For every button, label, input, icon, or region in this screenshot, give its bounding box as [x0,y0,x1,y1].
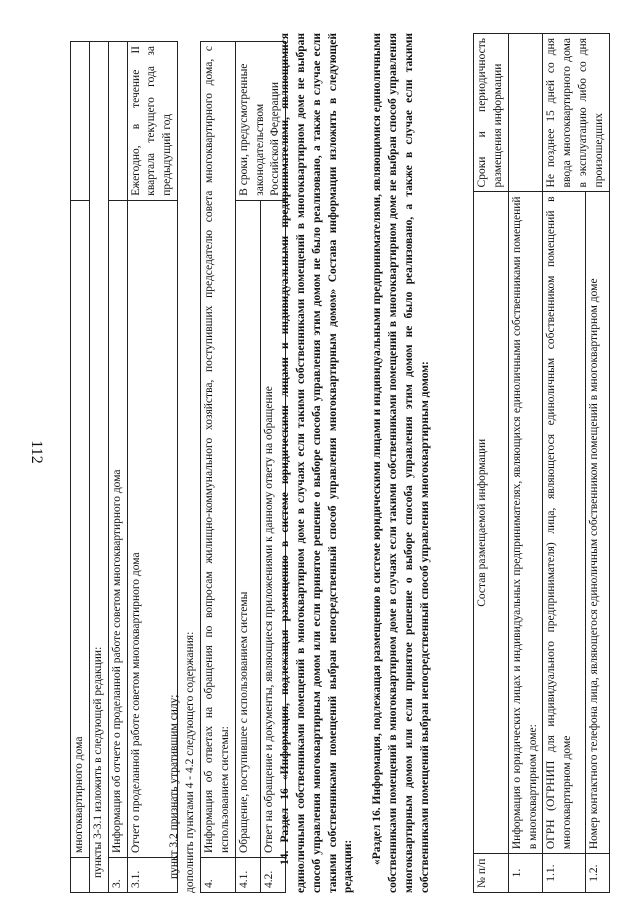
table-cell-term [108,42,127,201]
table-section-16 [473,33,610,893]
table-cell-num [71,858,90,893]
table-cell-info: Информация о юридических лицах и индивидуальных предпринимателях, являющихся единоличными собственниками помещений в многоквартирном доме: [508,192,543,854]
table-cell-info: Номер контактного телефона лица, являющегося единоличным собственником помещений в многоквартирном доме [586,192,609,854]
table-header-row [474,34,509,893]
table-row [508,34,543,893]
table-header-num: № п/п [474,854,509,893]
table-row [89,42,108,893]
table-cell-term [71,42,90,201]
table-cell-info: ОГРН (ОГРНИП для индивидуального предпринимателя) лица, являющегося единоличным собственником помещений в многоквартирном доме [543,192,586,854]
table-cell-num: 4. [201,858,236,893]
table-cell-info: Ответ на обращение и документы, являющиеся приложениями к данному ответу на обращение [261,200,286,857]
table-row [108,42,127,893]
table-cell-info: Отчет о проделанной работе советом многоквартирного дома [127,200,178,857]
page-number: 112 [28,440,45,464]
table-cell-info: Информация об отчете о проделанной работе советом многоквартирного дома [108,200,127,857]
table-cell-info: многоквартирного дома [71,200,90,857]
table-cell-term: Не позднее 15 дней со дня ввода многоквартирного дома в эксплуатацию либо со дня произошедших [543,34,609,192]
table-cell-info: Обращение, поступившее с использованием системы [235,200,260,857]
table-header-info: Состав размещаемой информации [474,192,509,854]
table-cell-term: В сроки, предусмотренные законодательством Российской Федерации [235,42,286,201]
section-16-title: «Раздел 16. Информация, подлежащая размещению в системе юридическими лицами и индивидуальными предпринимателями, являющимися единоличными собственниками помещений в многоквартирном доме в случаях если такими собственниками помещений в многоквартирном доме не выбран способ управления многоквартирным домом или если принятое решение о выборе способа управления этим домом не было реализовано, а также в случае если такими собственниками помещений выбран непосредственный способ управления многоквартирным домом: [371,33,431,893]
table-council-report [70,41,178,893]
table-cell-num: 4.2. [261,858,286,893]
section-14-paragraph: 14. Раздел 16 «Информация, подлежащая размещению в системе юридическими лицами и индивидуальными предпринимателями, являющимися единоличными собственниками помещений в многоквартирном доме в случаях если такими собственниками помещений в многоквартирном доме не выбран способ управления многоквартирным домом или если принятое решение о выборе способа управления этим домом не было реализовано, а также в случае если такими собственниками помещений выбран непосредственный способ управления многоквартирным домом» Состава информации изложить в следующей редакции: [279,33,355,893]
table-cell-num: 1.2. [586,854,609,893]
table-cell-num: 1. [508,854,543,893]
table-header-term: Сроки и периодичность размещения информации [474,34,509,192]
table-cell-instruction: пункты 3-3.1 изложить в следующей редакции: [89,42,108,893]
table-cell-num: 1.1. [543,854,586,893]
paragraph-add-points: дополнить пунктами 4 - 4.2 следующего содержания: [184,631,196,893]
rotated-document-body [70,13,610,893]
table-row [71,42,90,893]
table-cell-num: 3.1. [127,858,178,893]
paragraph-32-invalid: пункт 3.2 признать утратившим силу; [168,694,180,879]
table-cell-num: 4.1. [235,858,260,893]
table-cell-term [508,34,543,192]
table-row [543,34,586,893]
table-cell-num: 3. [108,858,127,893]
table-row [235,42,260,893]
table-cell-info: Информация об ответах на обращения по вопросам жилищно-коммунального хозяйства, поступивших председателю совета многоквартирного дома, с использованием системы: [201,42,236,858]
table-row [201,42,236,893]
table-cell-term: Ежегодно, в течение II квартала текущего года за предыдущий год [127,42,178,201]
table-council-appeals [200,41,286,893]
